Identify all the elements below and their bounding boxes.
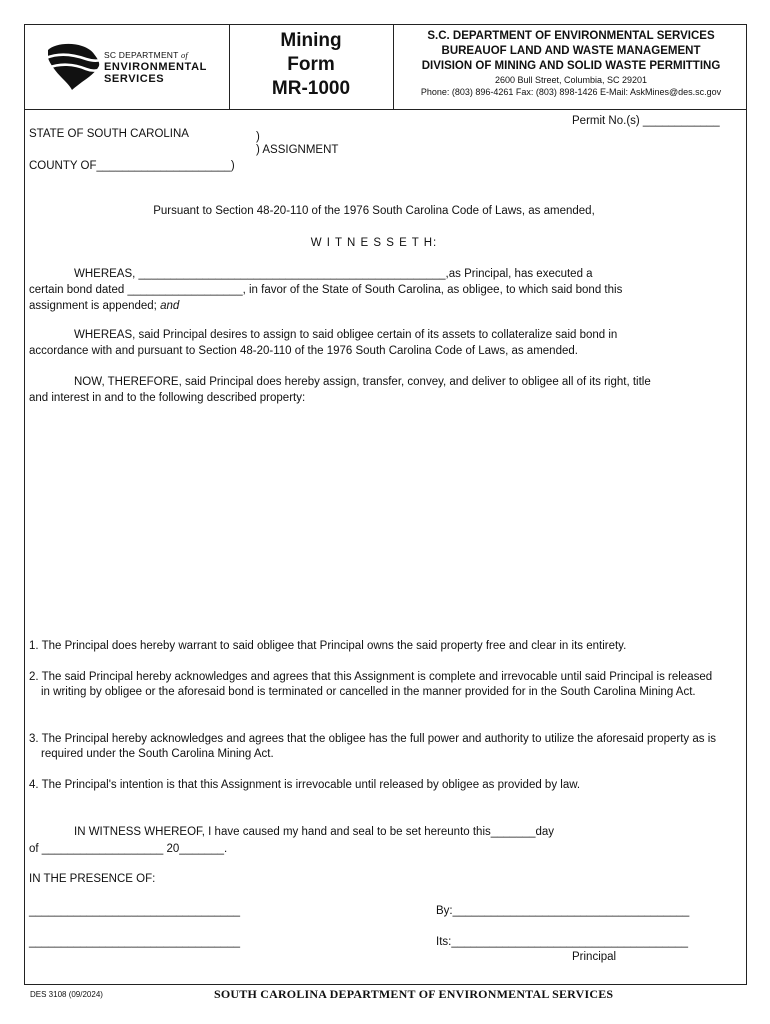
form-code: DES 3108 (09/2024) (30, 990, 103, 999)
whereas-principal-paragraph[interactable]: WHEREAS, ________________________________________________,as Principal, has executed a certain bond dated __________________, in favor of the State of South Carolina, as obligee, to which said bond this assignment is appended; and (29, 268, 623, 312)
list-item: 1. The Principal does hereby warrant to said obligee that Principal owns the said property free and clear in its entirety. (29, 640, 627, 652)
footer-department: SOUTH CAROLINA DEPARTMENT OF ENVIRONMENTAL SERVICES (214, 987, 614, 1001)
logo-wordmark: SC DEPARTMENT of ENVIRONMENTAL SERVICES (104, 50, 207, 85)
witness-month-year-line[interactable]: of ___________________ 20_______. (29, 843, 228, 855)
agency-logo (24, 24, 230, 109)
caption-assignment: ) ASSIGNMENT (256, 144, 339, 156)
witness-date-line[interactable]: IN WITNESS WHEREOF, I have caused my hand and seal to be set hereunto this_______day (74, 826, 555, 838)
department-block: S.C. DEPARTMENT OF ENVIRONMENTAL SERVICES BUREAUOF LAND AND WASTE MANAGEMENT DIVISION OF MINING AND SOLID WASTE PERMITTING 2600 Bull Street, Columbia, SC 29201 Phone: (803) 896-4261 Fax: (803) 898-1426 E-Mail: AskMines@des.sc.gov (420, 30, 722, 97)
its-title-field[interactable]: Its:_____________________________________ (436, 936, 688, 948)
by-signature-field[interactable]: By:_____________________________________ (436, 905, 690, 917)
in-presence-label: IN THE PRESENCE OF: (29, 873, 156, 885)
sc-state-map-icon (44, 42, 102, 92)
list-item: 4. The Principal's intention is that this Assignment is irrevocable until released by obligee as provided by law. (29, 779, 581, 791)
pursuant-clause: Pursuant to Section 48-20-110 of the 1976 South Carolina Code of Laws, as amended, (153, 205, 595, 217)
list-item: 3. The Principal hereby acknowledges and agrees that the obligee has the full power and authority to utilize the aforesaid property as is required under the South Carolina Mining Act. (29, 733, 717, 760)
county-field[interactable]: COUNTY OF_____________________) (29, 160, 235, 172)
caption-state: STATE OF SOUTH CAROLINA (29, 128, 189, 140)
caption-paren: ) (256, 131, 260, 143)
now-therefore-paragraph: NOW, THEREFORE, said Principal does hereby assign, transfer, convey, and deliver to obligee all of its right, title and interest in and to the following described property: (29, 376, 651, 404)
witness-signature-line[interactable]: _________________________________ (29, 936, 241, 948)
principal-label: Principal (572, 951, 617, 963)
form-header (24, 24, 747, 110)
witnesseth-heading: W I T N E S S E T H: (310, 237, 438, 249)
witness-signature-line[interactable]: _________________________________ (29, 905, 241, 917)
property-description-area[interactable] (29, 410, 719, 630)
form-title: Mining Form MR-1000 (229, 24, 394, 109)
list-item: 2. The said Principal hereby acknowledges and agrees that this Assignment is complete and irrevocable until said Principal is released in writing by obligee or the aforesaid bond is terminated or cancelled in the manner provided for in the South Carolina Mining Act. (29, 671, 713, 698)
permit-number-field[interactable]: Permit No.(s) ____________ (572, 115, 720, 127)
whereas-assign-paragraph: WHEREAS, said Principal desires to assign to said obligee certain of its assets to collateralize said bond in accordance with and pursuant to Section 48-20-110 of the 1976 South Carolina Code of Laws, as amended. (29, 329, 618, 357)
